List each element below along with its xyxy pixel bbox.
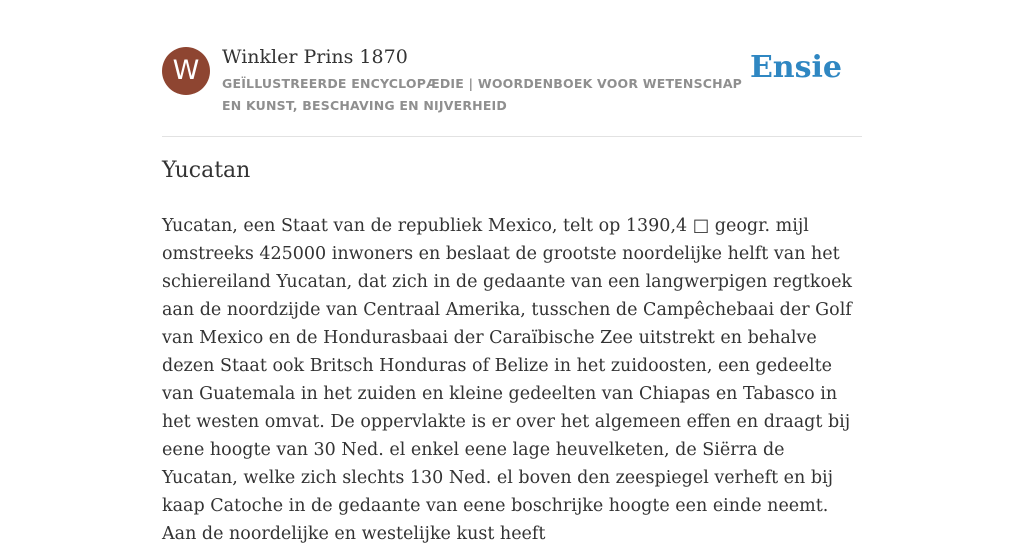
article-body: Yucatan, een Staat van de republiek Mexico, telt op 1390,4 □ geogr. mijl omstreeks 425000 inwoners en beslaat de grootste noordelijke helft van het schiereiland Yucatan, dat zich in de gedaante van een langwerpigen regtkoek aan de noordzijde van Centraal Amerika, tusschen de Campêchebaai der Golf van Mexico en de Hondurasbaai der Caraïbische Zee uitstrekt en behalve dezen Staat ook Britsch Honduras of Belize in het zuidoosten, een gedeelte van Guatemala in het zuiden en kleine gedeelten van Chiapas en Tabasco in het westen omvat. De oppervlakte is er over het algemeen effen en draagt bij eene hoogte van 30 Ned. el enkel eene lage heuvelketen, de Siërra de Yucatan, welke zich slechts 130 Ned. el boven den zeespiegel verheft en bij kaap Catoche in de gedaante van eene boschrijke hoogte een einde neemt. Aan de noordelijke en westelijke kust heeft bbox=[162, 216, 853, 544]
ensie-logo[interactable]: Ensie bbox=[749, 50, 842, 85]
source-title[interactable]: Winkler Prins 1870 bbox=[222, 46, 408, 68]
article-title: Yucatan bbox=[162, 158, 251, 183]
source-header bbox=[162, 44, 862, 137]
source-avatar[interactable]: W bbox=[162, 47, 210, 95]
source-subtitle: GEÏLLUSTREERDE ENCYCLOPÆDIE | WOORDENBOEK VOOR WETENSCHAP EN KUNST, BESCHAVING EN NIJVERHEID bbox=[222, 76, 743, 113]
